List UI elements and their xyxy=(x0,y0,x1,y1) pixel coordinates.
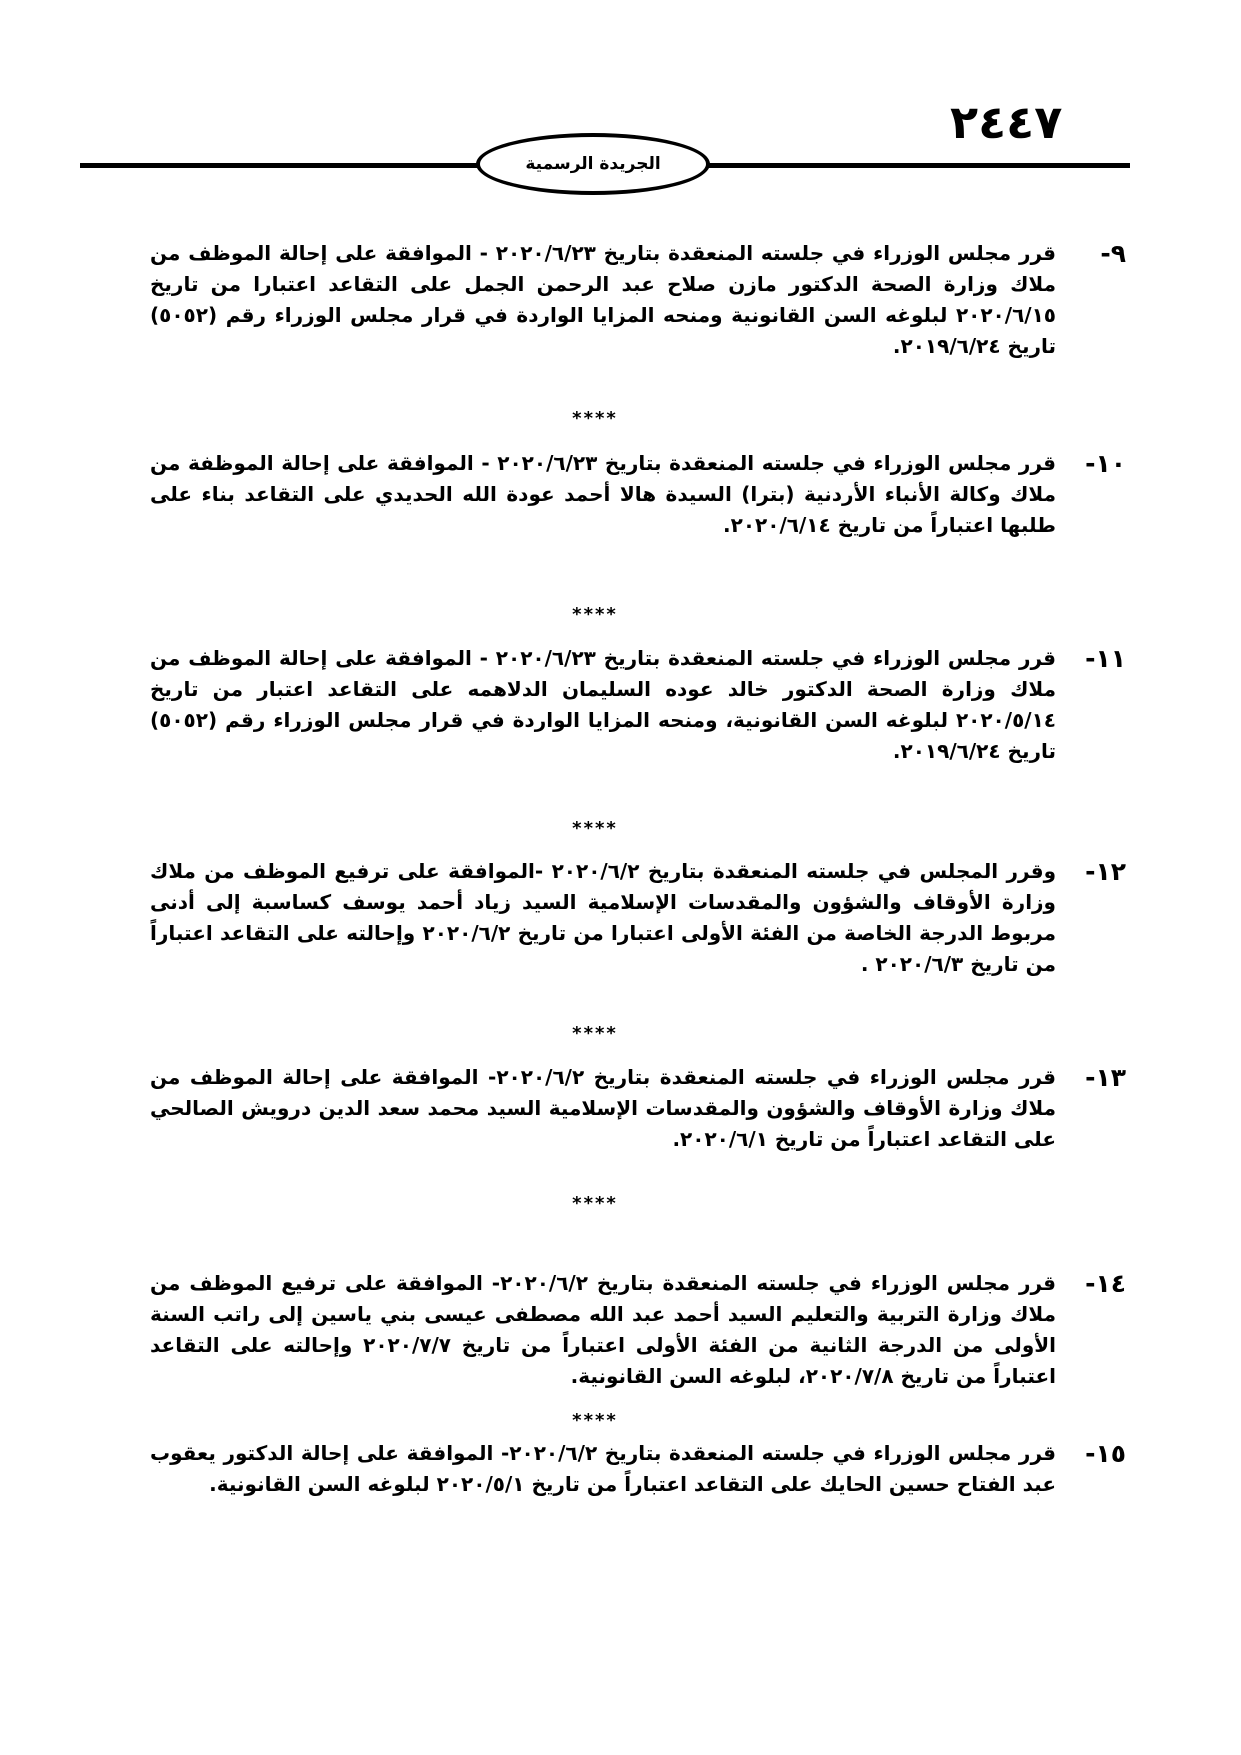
item-text: قرر مجلس الوزراء في جلسته المنعقدة بتاريخ ٢٠٢٠/٦/٢- الموافقة على ترفيع الموظف من ملاك وزارة التربية والتعليم السيد أحمد عبد الله مصطفى عيسى بني ياسين إلى راتب السنة الأولى من الدرجة الثانية من الفئة الأولى اعتباراً من تاريخ ٢٠٢٠/٧/٧ وإحالته على التقاعد اعتباراً من تاريخ ٢٠٢٠/٧/٨، لبلوغه السن القانونية. xyxy=(150,1271,1056,1388)
item-text: قرر مجلس الوزراء في جلسته المنعقدة بتاريخ ٢٠٢٠/٦/٢٣ - الموافقة على إحالة الموظفة من ملاك وكالة الأنباء الأردنية (بترا) السيدة هالا أحمد عودة الله الحديدي على التقاعد بناء على طلبها اعتباراً من تاريخ ٢٠٢٠/٦/١٤. xyxy=(150,451,1056,537)
item-number: ١٢- xyxy=(1085,857,1126,886)
gazette-title-oval xyxy=(476,133,710,195)
separator-stars: **** xyxy=(572,604,618,625)
decision-item-13 xyxy=(150,1062,1126,1155)
decision-item-10 xyxy=(150,448,1126,541)
item-text: قرر مجلس الوزراء في جلسته المنعقدة بتاريخ ٢٠٢٠/٦/٢٣ - الموافقة على إحالة الموظف من ملاك وزارة الصحة الدكتور خالد عوده السليمان الدلاهمه على التقاعد اعتبار من تاريخ ٢٠٢٠/٥/١٤ لبلوغه السن القانونية، ومنحه المزايا الواردة في قرار مجلس الوزراء رقم (٥٠٥٢) تاريخ ٢٠١٩/٦/٢٤. xyxy=(150,646,1056,763)
separator-stars: **** xyxy=(572,1193,618,1214)
item-number: ١٥- xyxy=(1085,1439,1126,1468)
decision-item-9 xyxy=(150,238,1126,362)
item-text: قرر مجلس الوزراء في جلسته المنعقدة بتاريخ ٢٠٢٠/٦/٢- الموافقة على إحالة الدكتور يعقوب عبد الفتاح حسين الحايك على التقاعد اعتباراً من تاريخ ٢٠٢٠/٥/١ لبلوغه السن القانونية. xyxy=(150,1441,1056,1496)
item-number: ١٤- xyxy=(1085,1269,1126,1298)
separator-stars: **** xyxy=(572,1023,618,1044)
decision-item-11 xyxy=(150,643,1126,767)
separator-stars: **** xyxy=(572,818,618,839)
decision-item-15 xyxy=(150,1438,1126,1500)
page-number: ٢٤٤٧ xyxy=(950,95,1063,149)
item-text: وقرر المجلس في جلسته المنعقدة بتاريخ ٢٠٢٠/٦/٢ -الموافقة على ترفيع الموظف من ملاك وزارة الأوقاف والشؤون والمقدسات الإسلامية السيد زياد أحمد يوسف كساسبة إلى أدنى مربوط الدرجة الخاصة من الفئة الأولى اعتبارا من تاريخ ٢٠٢٠/٦/٢ وإحالته على التقاعد اعتباراً من تاريخ ٢٠٢٠/٦/٣ . xyxy=(150,859,1056,976)
gazette-title: الجريدة الرسمية xyxy=(525,154,661,174)
decision-item-12 xyxy=(150,856,1126,980)
item-number: ١٠- xyxy=(1085,449,1126,478)
item-number: ٩- xyxy=(1100,239,1126,268)
separator-stars: **** xyxy=(572,1410,618,1431)
item-number: ١١- xyxy=(1085,644,1126,673)
item-number: ١٣- xyxy=(1085,1063,1126,1092)
separator-stars: **** xyxy=(572,408,618,429)
decision-item-14 xyxy=(150,1268,1126,1392)
item-text: قرر مجلس الوزراء في جلسته المنعقدة بتاريخ ٢٠٢٠/٦/٢٣ - الموافقة على إحالة الموظف من ملاك وزارة الصحة الدكتور مازن صلاح عبد الرحمن الجمل على التقاعد اعتبارا من تاريخ ٢٠٢٠/٦/١٥ لبلوغه السن القانونية ومنحه المزايا الواردة في قرار مجلس الوزراء رقم (٥٠٥٢) تاريخ ٢٠١٩/٦/٢٤. xyxy=(150,241,1056,358)
item-text: قرر مجلس الوزراء في جلسته المنعقدة بتاريخ ٢٠٢٠/٦/٢- الموافقة على إحالة الموظف من ملاك وزارة الأوقاف والشؤون والمقدسات الإسلامية السيد محمد سعد الدين درويش الصالحي على التقاعد اعتباراً من تاريخ ٢٠٢٠/٦/١. xyxy=(150,1065,1056,1151)
